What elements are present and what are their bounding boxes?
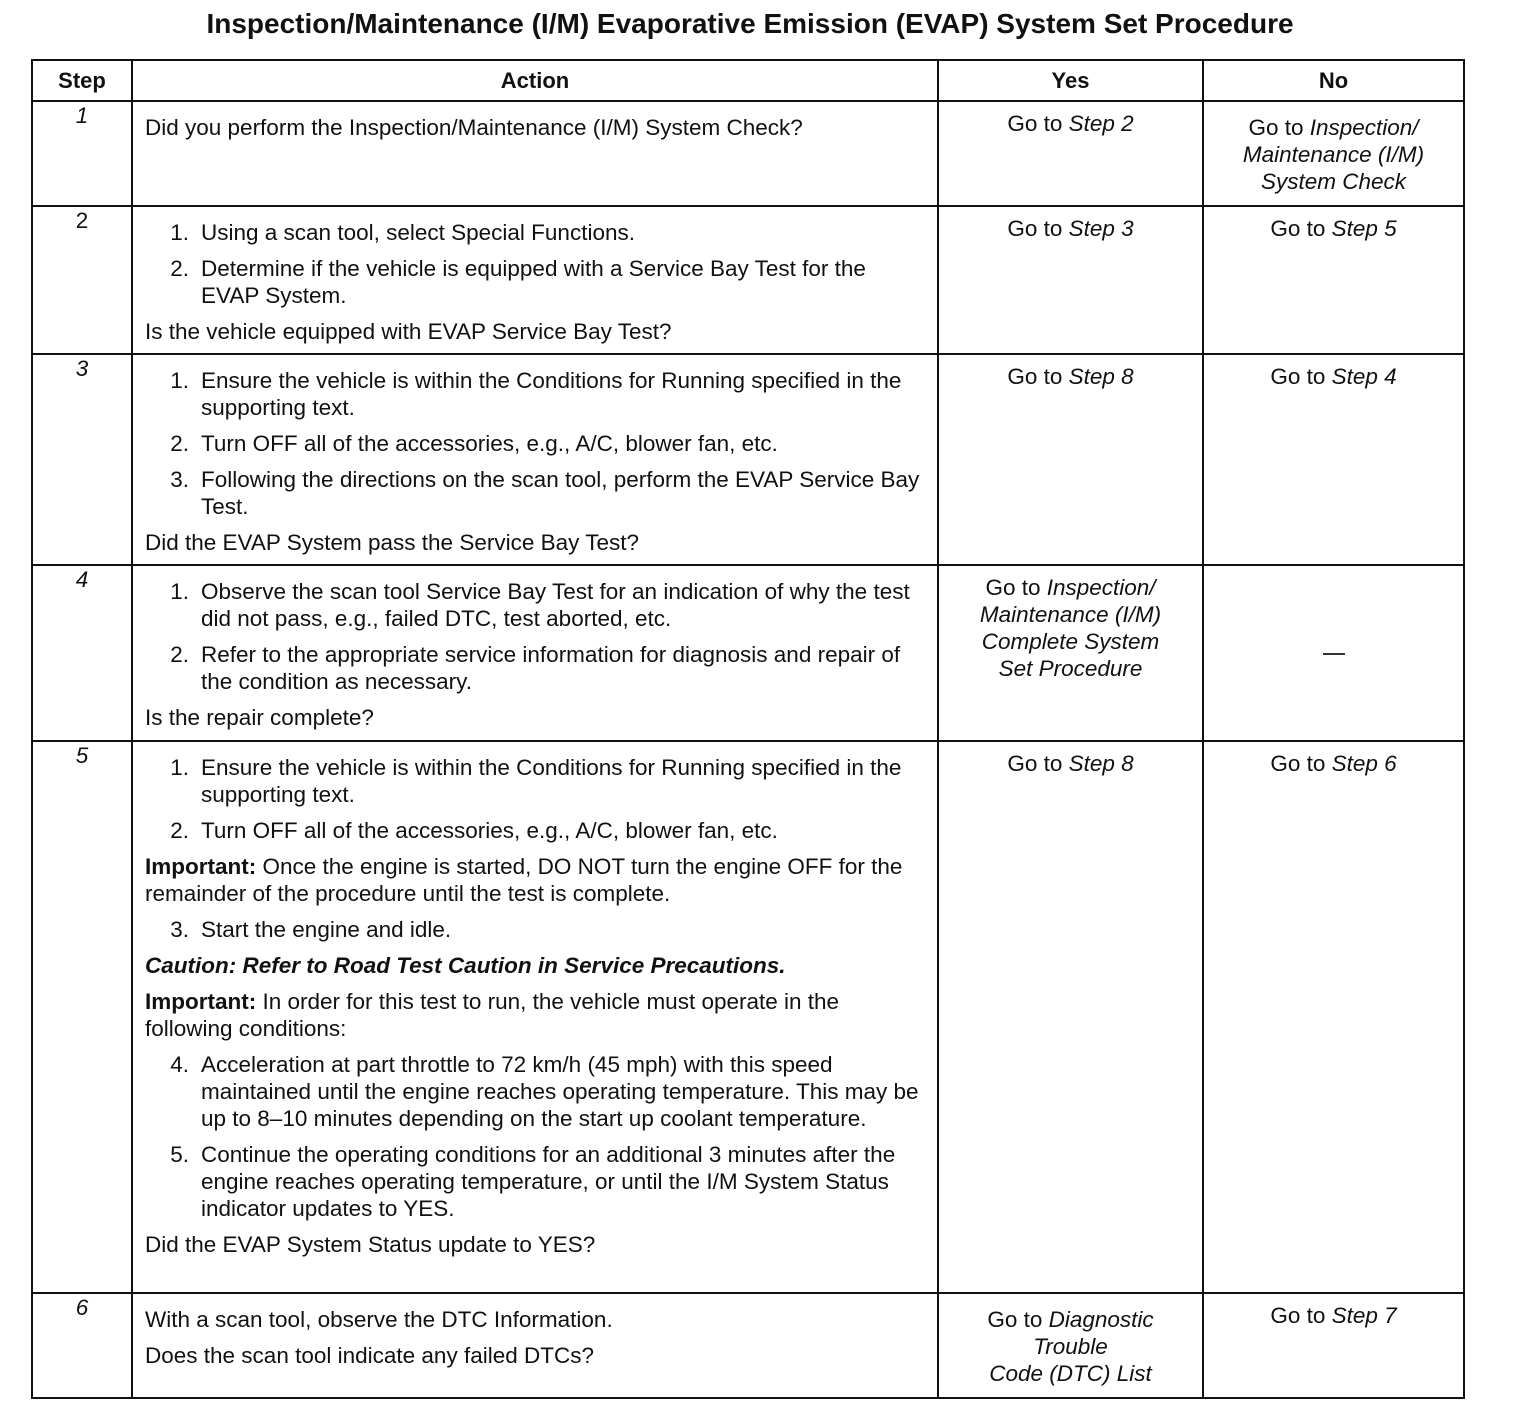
yes-target-line3: Complete System (981, 629, 1160, 654)
no-cell (1203, 206, 1464, 354)
yes-target: Step 3 (1068, 216, 1134, 241)
step-number: 5 (32, 741, 132, 1293)
action-cell (132, 206, 938, 354)
action-question: Is the repair complete? (145, 705, 374, 730)
step-number: 2 (32, 206, 132, 354)
no-target-line1: Inspection/ (1309, 115, 1419, 140)
action-item: 1. Using a scan tool, select Special Functions. (170, 220, 635, 245)
no-cell (1203, 741, 1464, 1293)
action-cell (132, 354, 938, 565)
action-cell (132, 741, 938, 1293)
yes-cell (938, 565, 1203, 741)
important-note: Important: Once the engine is started, DO NOT turn the engine OFF for the remainder of the procedure until the test is complete. (145, 854, 903, 906)
yes-target-line1: Diagnostic (1048, 1307, 1154, 1332)
yes-cell (938, 741, 1203, 1293)
no-cell (1203, 354, 1464, 565)
no-prefix: Go to (1270, 216, 1332, 241)
header-row (32, 60, 1464, 101)
table-row-step-2 (32, 206, 1464, 354)
procedure-table (31, 59, 1465, 1399)
table-row-step-5 (32, 741, 1464, 1293)
action-line: With a scan tool, observe the DTC Information. (145, 1307, 613, 1332)
yes-cell (938, 206, 1203, 354)
yes-prefix: Go to (1007, 751, 1069, 776)
no-target-line3: System Check (1260, 169, 1407, 194)
no-cell (1203, 101, 1464, 206)
action-cell (132, 1293, 938, 1398)
no-target: Step 6 (1331, 751, 1397, 776)
table-row-step-1 (32, 101, 1464, 206)
no-target: Step 7 (1331, 1303, 1397, 1328)
header-no: No (1203, 60, 1464, 101)
header-action: Action (132, 60, 938, 101)
step-number: 1 (32, 101, 132, 206)
action-item: 2. Refer to the appropriate service information for diagnosis and repair of the condition as necessary. (170, 642, 901, 694)
action-item: 3. Following the directions on the scan tool, perform the EVAP Service Bay Test. (170, 467, 920, 519)
yes-prefix: Go to (1007, 111, 1069, 136)
step-number: 4 (32, 565, 132, 741)
step-number: 6 (32, 1293, 132, 1398)
table-row-step-4 (32, 565, 1464, 741)
table-row-step-3 (32, 354, 1464, 565)
action-cell (132, 565, 938, 741)
yes-target-line1: Inspection/ (1046, 575, 1156, 600)
no-target: Step 4 (1331, 364, 1397, 389)
header-step: Step (32, 60, 132, 101)
yes-prefix: Go to (1007, 364, 1069, 389)
action-item: 4. Acceleration at part throttle to 72 km/h (45 mph) with this speed maintained until the engine reaches operating temperature. This may be up to 8–10 minutes depending on the start up coolant temperature. (170, 1052, 919, 1131)
yes-target-line3: Code (DTC) List (989, 1361, 1152, 1386)
no-cell (1203, 565, 1464, 741)
yes-cell (938, 1293, 1203, 1398)
table-row-step-6 (32, 1293, 1464, 1398)
yes-cell (938, 101, 1203, 206)
action-item: 1. Ensure the vehicle is within the Conditions for Running specified in the supporting text. (170, 755, 902, 807)
action-item: 1. Observe the scan tool Service Bay Test for an indication of why the test did not pass, e.g., failed DTC, test aborted, etc. (170, 579, 910, 631)
action-question: Is the vehicle equipped with EVAP Service Bay Test? (145, 319, 672, 344)
yes-target: Step 8 (1068, 364, 1134, 389)
no-prefix: Go to (1270, 1303, 1332, 1328)
yes-target: Step 2 (1068, 111, 1134, 136)
action-item: 5. Continue the operating conditions for an additional 3 minutes after the engine reaches operating temperature, or until the I/M System Status indicator updates to YES. (170, 1142, 896, 1221)
yes-target: Step 8 (1068, 751, 1134, 776)
page-title: Inspection/Maintenance (I/M) Evaporative Emission (EVAP) System Set Procedure (206, 8, 1294, 39)
no-target-line2: Maintenance (I/M) (1242, 142, 1425, 167)
important-note: Important: In order for this test to run, the vehicle must operate in the following conditions: (145, 989, 840, 1041)
no-prefix: Go to (1270, 751, 1332, 776)
action-question: Did the EVAP System Status update to YES? (145, 1232, 596, 1257)
action-cell (132, 101, 938, 206)
action-question: Did you perform the Inspection/Maintenance (I/M) System Check? (145, 115, 803, 140)
yes-target-line2: Maintenance (I/M) (979, 602, 1162, 627)
no-prefix: Go to (1270, 364, 1332, 389)
action-question: Does the scan tool indicate any failed DTCs? (145, 1343, 594, 1368)
step-number: 3 (32, 354, 132, 565)
yes-prefix: Go to (985, 575, 1047, 600)
action-question: Did the EVAP System pass the Service Bay Test? (145, 530, 639, 555)
action-item: 1. Ensure the vehicle is within the Conditions for Running specified in the supporting text. (170, 368, 902, 420)
action-item: 2. Determine if the vehicle is equipped with a Service Bay Test for the EVAP System. (170, 256, 866, 308)
yes-target-line2: Trouble (1033, 1334, 1108, 1359)
yes-cell (938, 354, 1203, 565)
no-dash (1323, 653, 1345, 655)
no-target: Step 5 (1331, 216, 1397, 241)
yes-target-line4: Set Procedure (998, 656, 1143, 681)
yes-prefix: Go to (1007, 216, 1069, 241)
yes-prefix: Go to (987, 1307, 1049, 1332)
no-cell (1203, 1293, 1464, 1398)
caution-note: Caution: Refer to Road Test Caution in Service Precautions. (145, 953, 786, 978)
no-prefix: Go to (1248, 115, 1310, 140)
header-yes: Yes (938, 60, 1203, 101)
action-item: 2. Turn OFF all of the accessories, e.g., A/C, blower fan, etc. (170, 431, 778, 456)
action-item: 2. Turn OFF all of the accessories, e.g., A/C, blower fan, etc. (170, 818, 778, 843)
action-item: 3. Start the engine and idle. (170, 917, 452, 942)
